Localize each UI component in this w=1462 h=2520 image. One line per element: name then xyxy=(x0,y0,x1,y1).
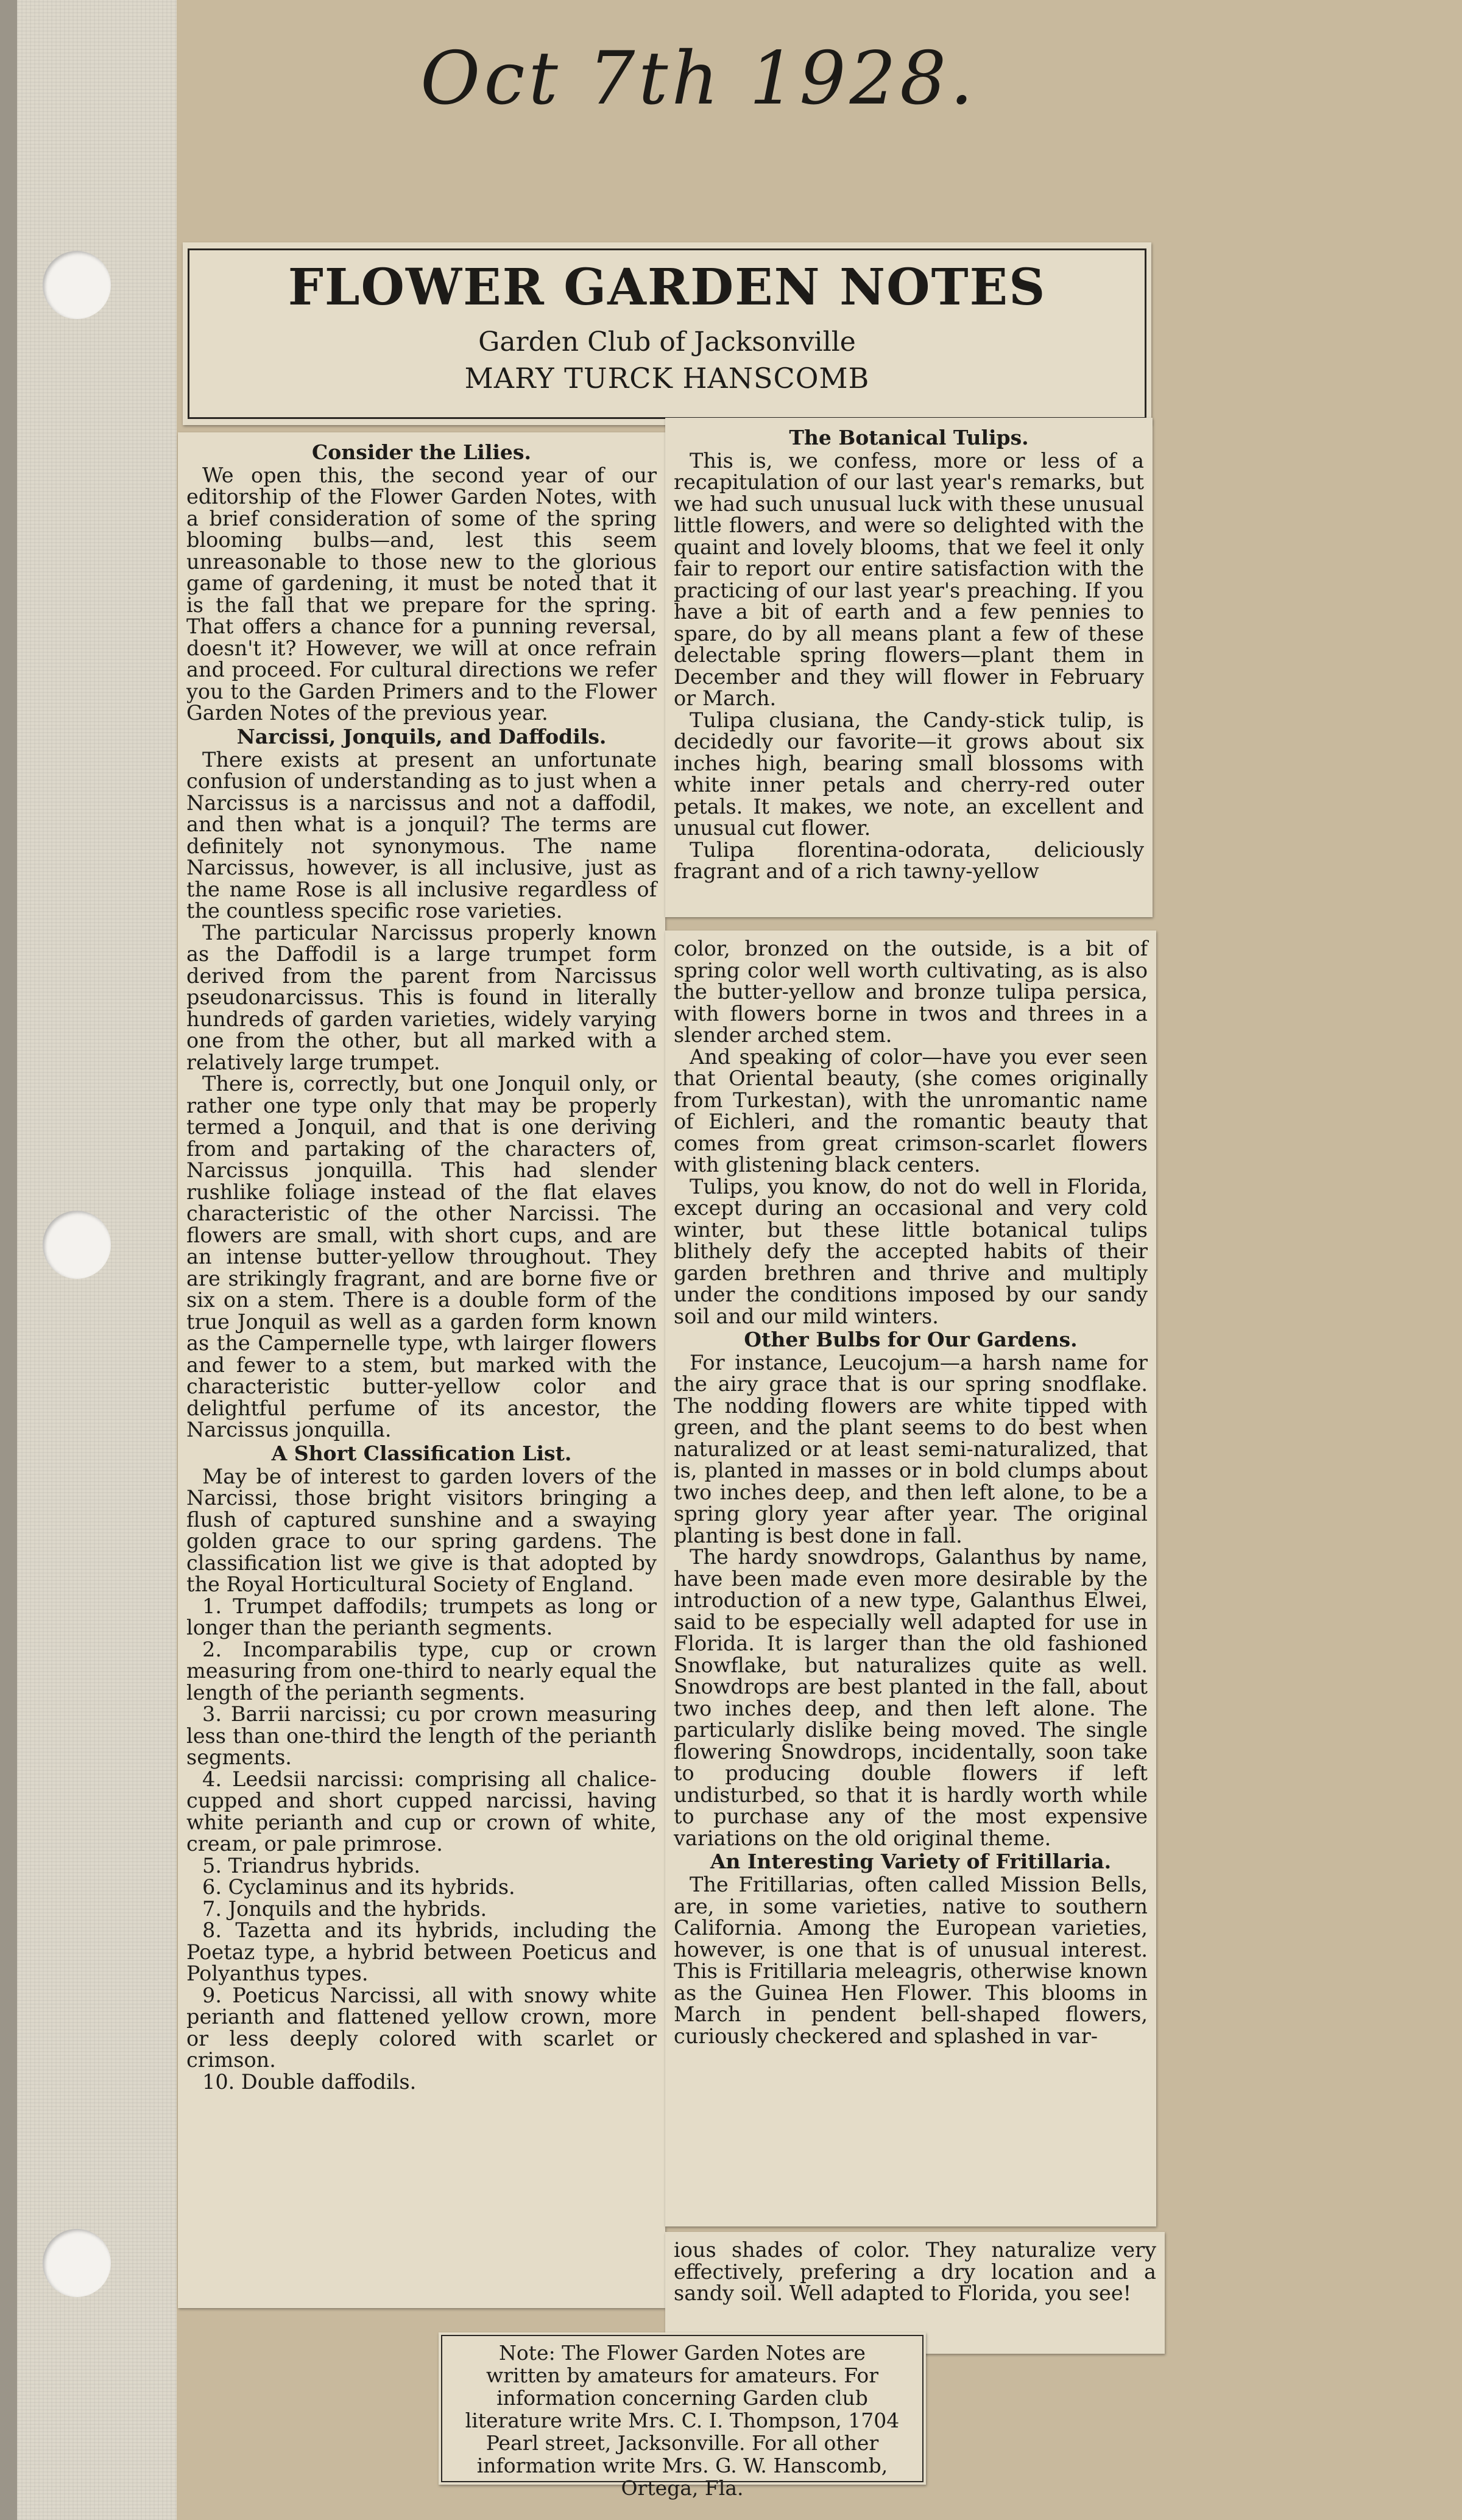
right-column-top xyxy=(665,418,1153,917)
binding-edge xyxy=(0,0,17,2520)
article-paragraph: 10. Double daffodils. xyxy=(202,2069,417,2094)
section-heading: Other Bulbs for Our Gardens. xyxy=(744,1328,1078,1351)
article-paragraph: 7. Jonquils and the hybrids. xyxy=(202,1896,487,1921)
binding-strip xyxy=(0,0,177,2520)
article-paragraph: And speaking of color—have you ever seen that Oriental beauty, (she comes originally from Turkestan), with the unromantic name of Eichleri, and the romantic beauty that comes from great crimson-scarlet flowers with glistening black centers. xyxy=(674,1044,1148,1177)
club-name: Garden Club of Jacksonville xyxy=(478,326,856,357)
article-header xyxy=(183,242,1151,425)
binder-hole-middle xyxy=(43,1211,111,1279)
author-name: MARY TURCK HANSCOMB xyxy=(464,362,870,395)
article-paragraph: 3. Barrii narcissi; cu por crown measuring less than one-third the length of the perianth segments. xyxy=(186,1702,657,1770)
right-column-middle xyxy=(665,931,1156,2226)
article-paragraph: There is, correctly, but one Jonquil only, or rather one type only that may be properly termed a Jonquil, and that is one deriving from and partaking of the characters of, Narcissus jonquilla. This had slender rushlike foliage instead of the flat elaves characteristic of the other Narcissi. The flowers are small, with short cups, and are an intense butter-yellow throughout. They are strikingly fragrant, and are borne five or six on a stem. There is a double form of the true Jonquil as well as a garden form known as the Campernelle type, wth lairger flowers and fewer to a stem, but marked with the characteristic butter-yellow color and delightful perfume of its ancestor, the Narcissus jonquilla. xyxy=(186,1072,657,1442)
article-paragraph: We open this, the second year of our editorship of the Flower Garden Notes, with a brief consideration of some of the spring blooming bulbs—and, lest this seem unreasonable to those new to the glorious game of gardening, it must be noted that it is the fall that we prepare for the spring. That offers a chance for a punning reversal, doesn't it? However, we will at once refrain and proceed. For cultural directions we refer you to the Garden Primers and to the Flower Garden Notes of the previous year. xyxy=(186,463,657,725)
article-paragraph: 6. Cyclaminus and its hybrids. xyxy=(202,1875,515,1899)
article-paragraph: 5. Triandrus hybrids. xyxy=(202,1853,421,1878)
article-paragraph: The particular Narcissus properly known as the Daffodil is a large trumpet form derived from the parent from Narcissus pseudonarcissus. This is found in literally hundreds of garden varieties, widely varying one from the other, but all marked with a relatively large trumpet. xyxy=(186,920,657,1074)
section-heading: The Botanical Tulips. xyxy=(789,426,1029,449)
section-heading: Narcissi, Jonquils, and Daffodils. xyxy=(236,724,607,748)
article-paragraph: Tulipa florentina-odorata, deliciously fragrant and of a rich tawny-yellow xyxy=(674,837,1144,884)
article-paragraph: There exists at present an unfortunate confusion of understanding as to just when a Narcissus is a narcissus and not a daffodil, and then what is a jonquil? The terms are definitely not synonymous. The name Narcissus, however, is all inclusive, just as the name Rose is all inclusive regardless of the countless specific rose varieties. xyxy=(186,747,657,923)
article-paragraph: 9. Poeticus Narcissi, all with snowy white perianth and flattened yellow crown, more or less deeply colored with scarlet or crimson. xyxy=(186,1983,657,2072)
article-paragraph: Tulipa clusiana, the Candy-stick tulip, is decidedly our favorite—it grows about six inches high, bearing small blossoms with white inner petals and cherry-red outer petals. It makes, we note, an excellent and unusual cut flower. xyxy=(674,708,1144,840)
article-paragraph: ious shades of color. They naturalize very effectively, prefering a dry location and a sandy soil. Well adapted to Florida, you see! xyxy=(674,2238,1156,2305)
article-paragraph: 4. Leedsii narcissi: comprising all chalice-cupped and short cupped narcissi, having white perianth and cup or crown of white, cream, or pale primrose. xyxy=(186,1767,657,1856)
article-paragraph: color, bronzed on the outside, is a bit of spring color well worth cultivating, as is also the butter-yellow and bronze tulipa persica, with flowers borne in twos and threes in a slender arched stem. xyxy=(674,937,1148,1047)
article-title: FLOWER GARDEN NOTES xyxy=(288,258,1047,317)
article-paragraph: This is, we confess, more or less of a recapitulation of our last year's remarks, but we had such unusual luck with these unusual little flowers, and were so delighted with the quaint and lovely blooms, that we feel it only fair to report our entire satisfaction with the practicing of our last year's preaching. If you have a bit of earth and a few pennies to spare, do by all means plant a few of these delectable spring flowers—plant them in December and they will flower in February or March. xyxy=(674,448,1144,711)
left-column xyxy=(178,432,665,2308)
article-paragraph: 8. Tazetta and its hybrids, including the Poetaz type, a hybrid between Poeticus and Polyanthus types. xyxy=(186,1918,657,1986)
binder-hole-top xyxy=(43,251,111,319)
section-heading: A Short Classification List. xyxy=(271,1441,572,1465)
binder-hole-bottom xyxy=(43,2229,111,2297)
section-heading: Consider the Lilies. xyxy=(312,440,531,464)
article-paragraph: The hardy snowdrops, Galanthus by name, have been made even more desirable by the introduction of a new type, Galanthus Elwei, said to be especially well adapted for use in Florida. It is larger than the old fashioned Snowflake, but naturalizes quite as well. Snowdrops are best planted in the fall, about two inches deep, and then left alone. The particularly dislike being moved. The single flowering Snowdrops, incidentally, soon take to producing double flowers if left undisturbed, so that it is hardly worth while to purchase any of the most expensive variations on the old original theme. xyxy=(674,1545,1148,1850)
article-paragraph: The Fritillarias, often called Mission Bells, are, in some varieties, native to southern California. Among the European varieties, however, is one that is of unusual interest. This is Fritillaria meleagris, otherwise known as the Guinea Hen Flower. This blooms in March in pendent bell-shaped flowers, curiously checkered and splashed in var- xyxy=(674,1873,1148,2048)
article-paragraph: 1. Trumpet daffodils; trumpets as long or longer than the perianth segments. xyxy=(186,1594,657,1640)
article-paragraph: May be of interest to garden lovers of the Narcissi, those bright visitors bringing a flush of captured sunshine and a swaying golden grace to our spring gardens. The classification list we give is that adopted by the Royal Horticultural Society of England. xyxy=(186,1464,657,1597)
note-text: Note: The Flower Garden Notes are written by amateurs for amateurs. For information concerning Garden club literature write Mrs. C. I. Thompson, 1704 Pearl street, Jacksonville. For all other information write Mrs. G. W. Hanscomb, Ortega, Fla. xyxy=(465,2341,900,2500)
section-heading: An Interesting Variety of Fritillaria. xyxy=(710,1850,1112,1874)
article-paragraph: 2. Incomparabilis type, cup or crown measuring from one-third to nearly equal the length of the perianth segments. xyxy=(186,1637,657,1705)
article-paragraph: For instance, Leucojum—a harsh name for the airy grace that is our spring snodflake. The nodding flowers are white tipped with green, and the plant seems to do best when naturalized or at least semi-naturalized, that is, planted in masses or in bold clumps about two inches deep, and then left alone, to be a spring glory year after year. The original planting is best done in fall. xyxy=(674,1350,1148,1547)
article-paragraph: Tulips, you know, do not do well in Florida, except during an occasional and very cold winter, but these little botanical tulips blithely defy the accepted habits of their garden brethren and thrive and multiply under the conditions imposed by our sandy soil and our mild winters. xyxy=(674,1174,1148,1328)
handwritten-date: Oct 7th 1928. xyxy=(420,37,977,121)
note-box xyxy=(439,2332,926,2500)
